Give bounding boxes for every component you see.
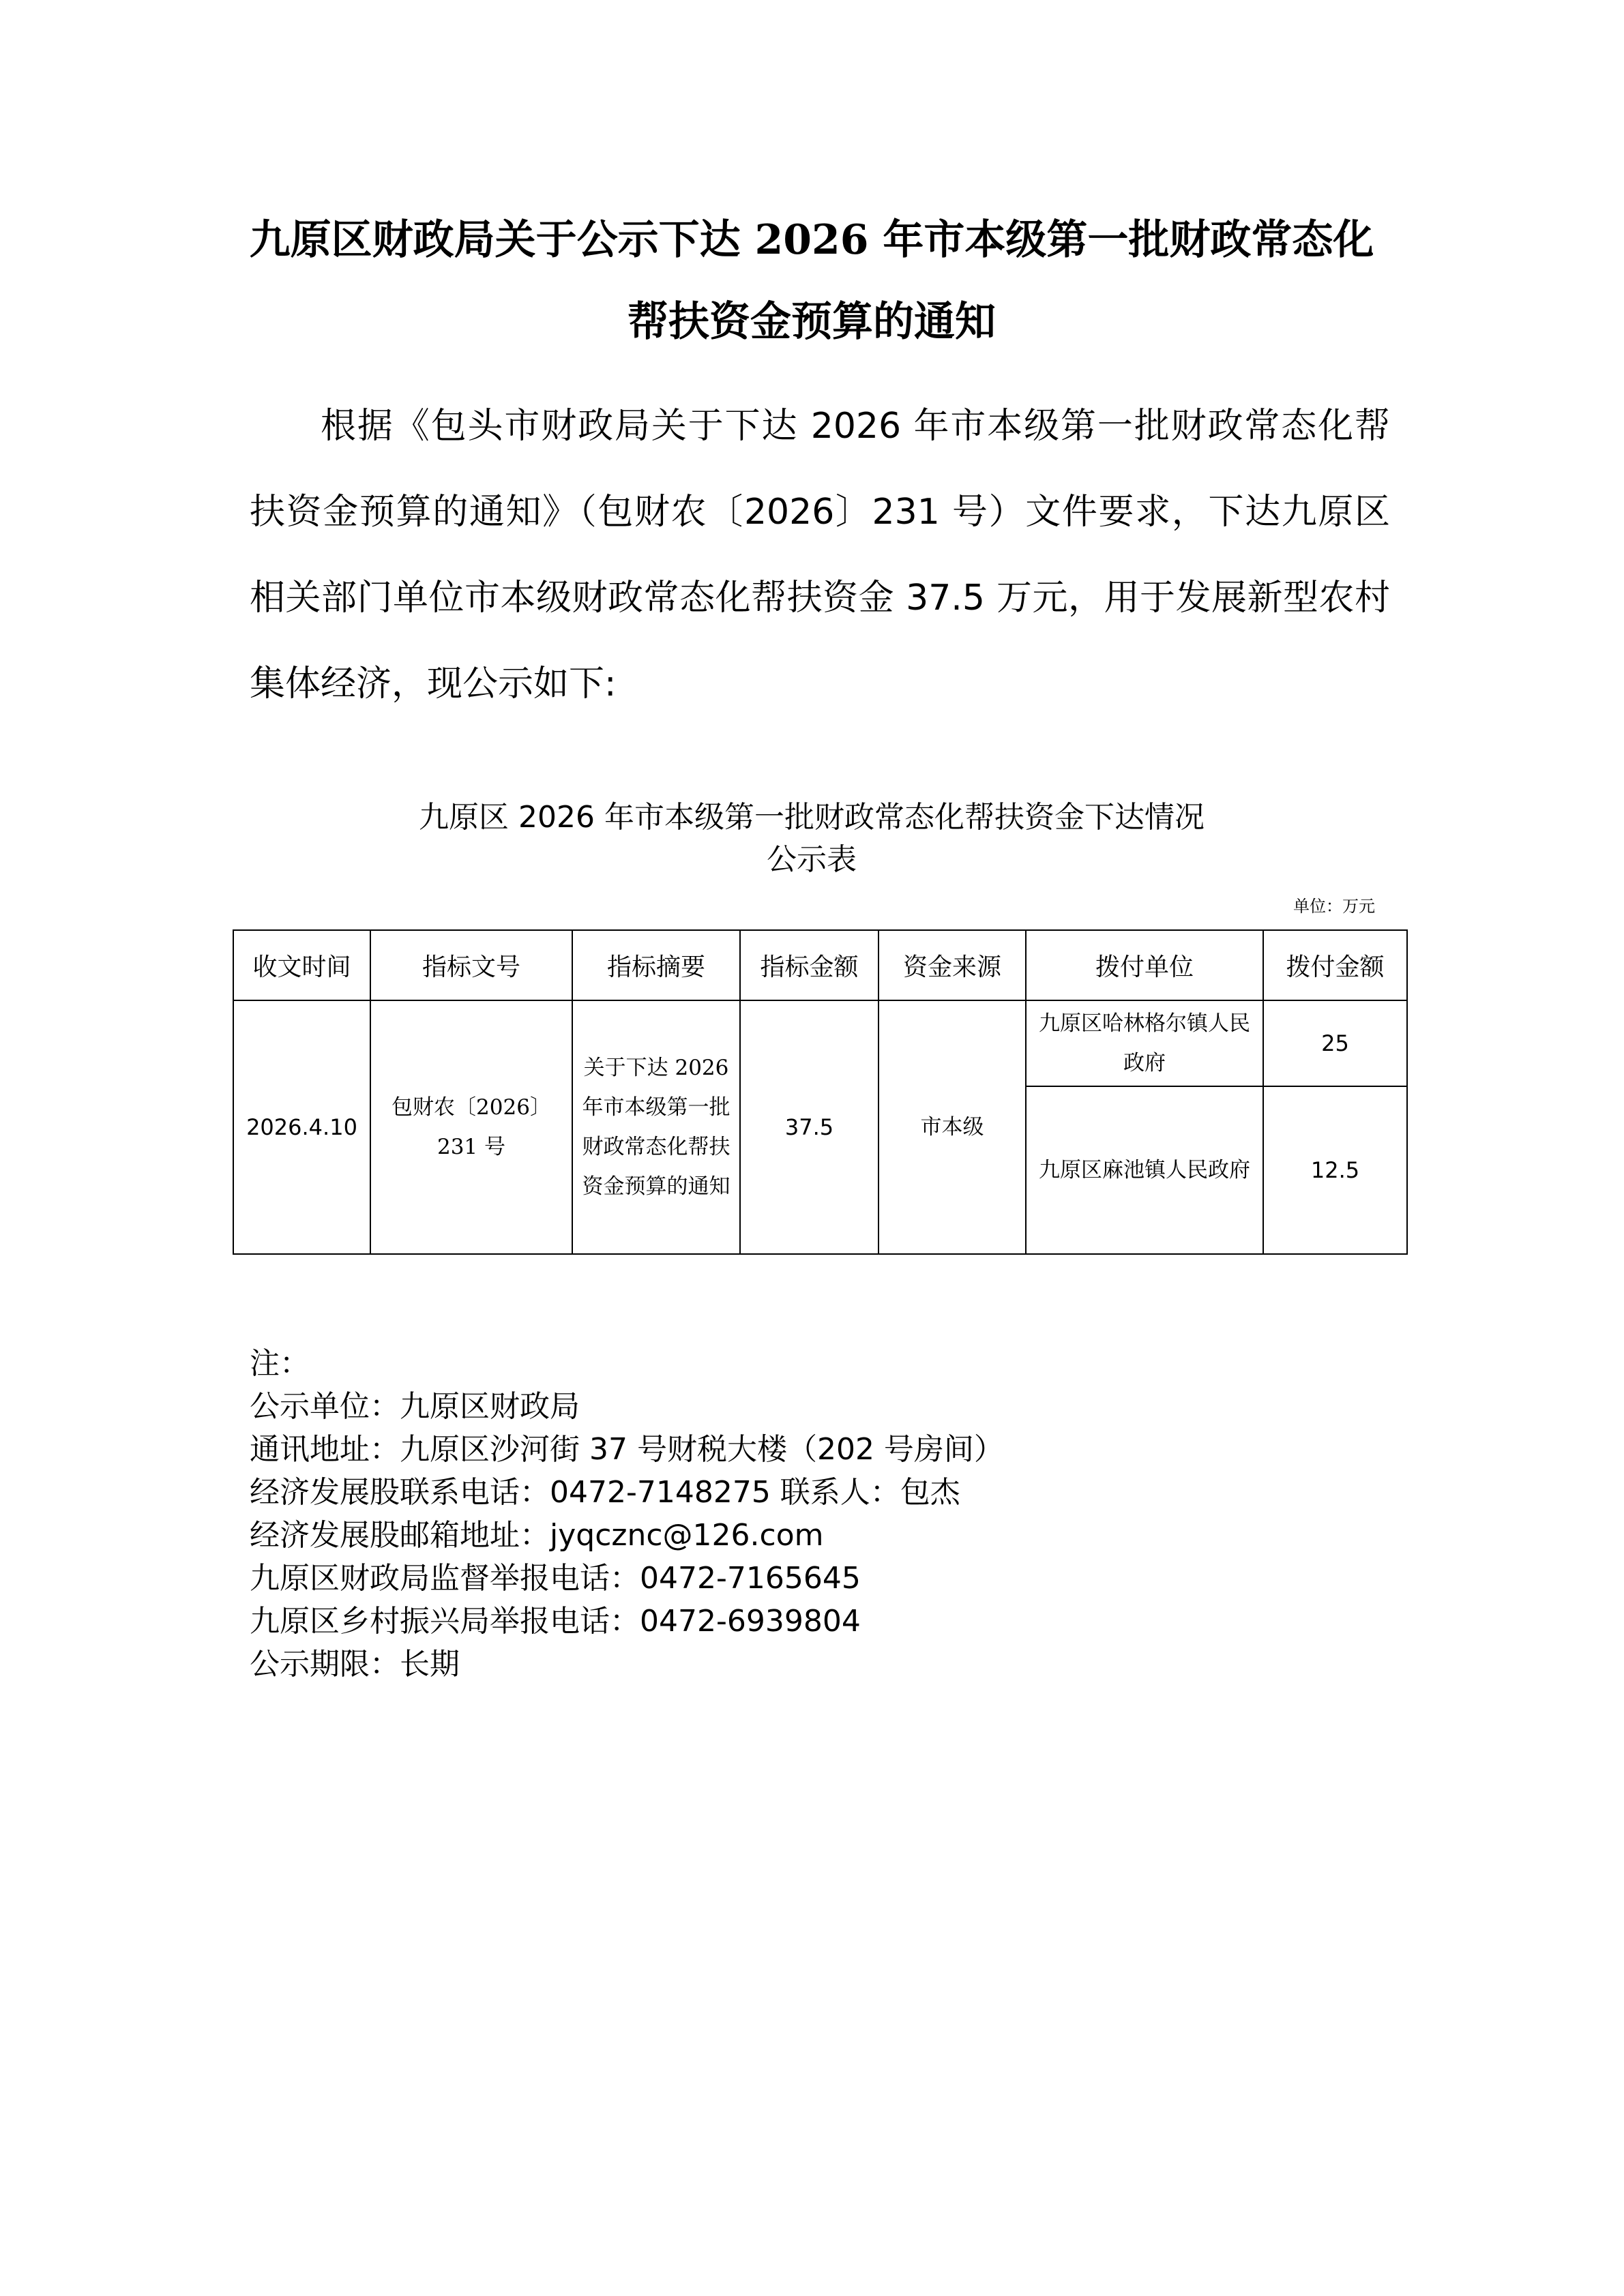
header-receive-date: 收文时间 xyxy=(233,930,370,1000)
paid-amount-cell: 12.5 xyxy=(1263,1086,1407,1254)
recipient-unit-cell: 九原区麻池镇人民政府 xyxy=(1026,1086,1263,1254)
fund-source-cell: 市本级 xyxy=(879,1000,1026,1254)
receive-date-cell: 2026.4.10 xyxy=(233,1000,370,1254)
table-header-row xyxy=(233,930,1407,1000)
notes-heading: 注： xyxy=(250,1346,310,1381)
note-rural-hotline: 九原区乡村振兴局举报电话：0472-6939804 xyxy=(250,1604,861,1639)
table-title-line-1: 九原区 2026 年市本级第一批财政常态化帮扶资金下达情况 xyxy=(419,800,1205,835)
allocation-table xyxy=(233,929,1408,1255)
table-title-line-2: 公示表 xyxy=(767,842,857,877)
note-email: 经济发展股邮箱地址：jyqcznc@126.com xyxy=(250,1518,824,1553)
summary-cell: 关于下达 2026 年市本级第一批财政常态化帮扶资金预算的通知 xyxy=(572,1000,740,1254)
body-paragraph: 根据《包头市财政局关于下达 2026 年市本级第一批财政常态化帮扶资金预算的通知》（包财农〔2026〕231 号）文件要求，下达九原区相关部门单位市本级财政常态化帮扶资金 37.5 万元，用于发展新型农村集体经济，现公示如下: xyxy=(250,406,1390,704)
table-row xyxy=(233,1000,1407,1086)
header-fund-source: 资金来源 xyxy=(879,930,1026,1000)
notes-section xyxy=(250,1342,1409,1686)
header-recipient-unit: 拨付单位 xyxy=(1026,930,1263,1000)
header-summary: 指标摘要 xyxy=(572,930,740,1000)
note-finance-hotline: 九原区财政局监督举报电话：0472-7165645 xyxy=(250,1561,861,1596)
note-period: 公示期限：长期 xyxy=(250,1647,460,1682)
document-title-line-1: 九原区财政局关于公示下达 2026 年市本级第一批财政常态化 xyxy=(249,216,1374,264)
note-publisher: 公示单位：九原区财政局 xyxy=(250,1389,580,1424)
doc-number-cell: 包财农〔2026〕231 号 xyxy=(370,1000,572,1254)
paid-amount-cell: 25 xyxy=(1263,1000,1407,1086)
document-title-line-2: 帮扶资金预算的通知 xyxy=(628,298,996,346)
amount-cell: 37.5 xyxy=(740,1000,879,1254)
header-paid-amount: 拨付金额 xyxy=(1263,930,1407,1000)
header-amount: 指标金额 xyxy=(740,930,879,1000)
note-contact-phone: 经济发展股联系电话：0472-7148275 联系人：包杰 xyxy=(250,1475,960,1510)
header-doc-number: 指标文号 xyxy=(370,930,572,1000)
note-address: 通讯地址：九原区沙河街 37 号财税大楼（202 号房间） xyxy=(250,1432,1004,1467)
recipient-unit-cell: 九原区哈林格尔镇人民政府 xyxy=(1026,1000,1263,1086)
unit-label: 单位：万元 xyxy=(1293,897,1375,916)
